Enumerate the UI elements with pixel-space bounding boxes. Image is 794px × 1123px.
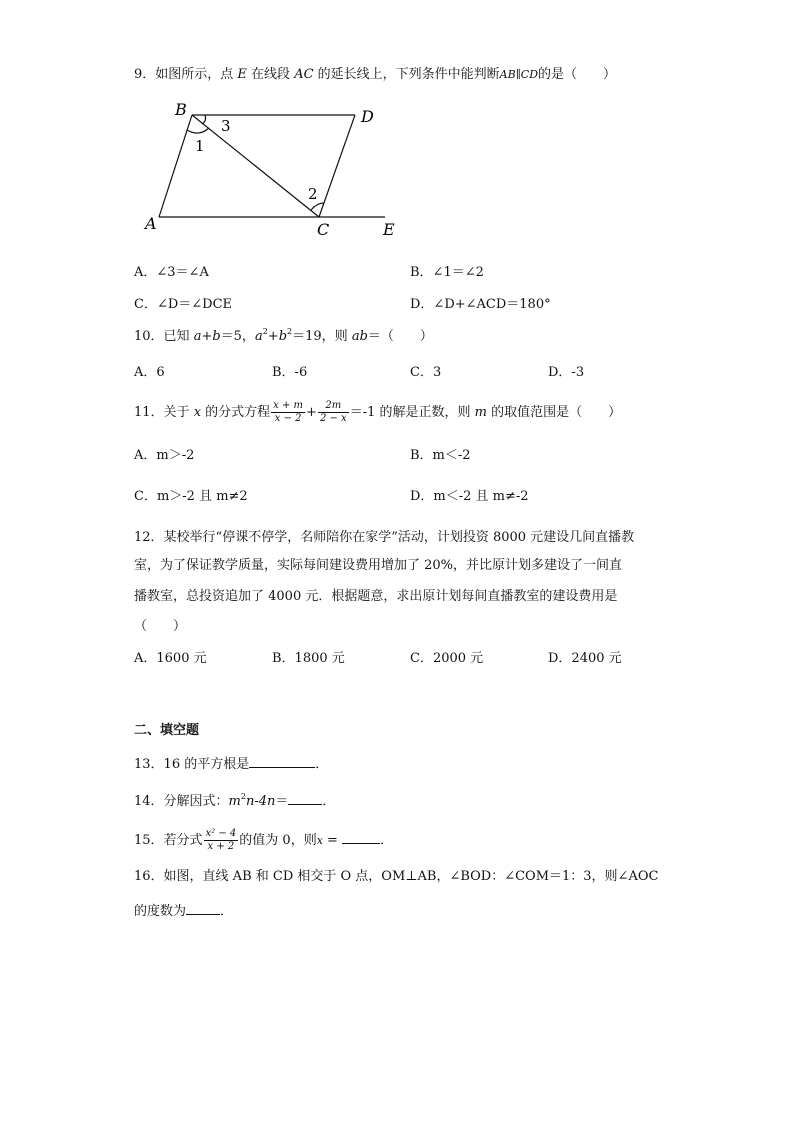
q10-sup-b: 2 bbox=[287, 327, 293, 336]
q12-line-1: 12．某校举行“停课不停学，名师陪你在家学”活动，计划投资 8000 元建设几间直播教 bbox=[134, 530, 635, 545]
q14-expr-rest: n-4n bbox=[245, 794, 276, 809]
q10-option-c[interactable]: C．3 bbox=[410, 365, 442, 380]
question-16-line-2 bbox=[134, 901, 233, 921]
q10-eq2: ＝19，则 bbox=[292, 329, 352, 344]
q9-number: 9． bbox=[134, 67, 156, 82]
q13-end: ． bbox=[315, 757, 329, 772]
q9-text-b: 在线段 bbox=[246, 67, 295, 82]
q9-var-e: E bbox=[237, 67, 247, 82]
q11-f2-numerator: 2m bbox=[318, 400, 349, 413]
q14-text: 14．分解因式： bbox=[134, 794, 229, 809]
q9-text-a: 如图所示，点 bbox=[155, 67, 238, 82]
q14-eq: ＝ bbox=[275, 794, 289, 809]
q15-numerator: x² − 4 bbox=[205, 828, 237, 839]
q14-sup: 2 bbox=[240, 792, 246, 801]
q11-text-a: 的分式方程 bbox=[201, 405, 271, 420]
q10-expr3: ab bbox=[351, 329, 368, 344]
q10-plus: + bbox=[267, 329, 279, 344]
q11-option-d[interactable]: D．m＜-2 且 m≠-2 bbox=[410, 489, 529, 504]
q9-var-ac: AC bbox=[294, 67, 314, 82]
q11-text-c: 的取值范围是（ ） bbox=[486, 405, 622, 420]
q11-option-c[interactable]: C．m＞-2 且 m≠2 bbox=[134, 489, 248, 504]
question-10-stem bbox=[134, 328, 433, 346]
q13-answer-blank[interactable] bbox=[249, 754, 315, 768]
q11-text-b: ＝-1 的解是正数，则 bbox=[349, 405, 475, 420]
q11-option-a[interactable]: A．m＞-2 bbox=[134, 448, 195, 463]
q10-sup-a: 2 bbox=[262, 327, 268, 336]
label-d: D bbox=[361, 107, 374, 126]
q11-f2-denominator: 2 − x bbox=[319, 413, 347, 424]
q11-plus: + bbox=[306, 405, 317, 420]
q12-line-4: （ ） bbox=[134, 619, 187, 634]
q14-end: ． bbox=[322, 794, 336, 809]
q9-option-c[interactable]: C．∠D＝∠DCE bbox=[134, 297, 233, 312]
segment-dc bbox=[319, 115, 355, 217]
q15-var-x: x bbox=[316, 834, 323, 847]
question-13 bbox=[134, 754, 328, 774]
q16-answer-blank[interactable] bbox=[186, 901, 220, 915]
q9-option-b[interactable]: B．∠1＝∠2 bbox=[410, 265, 484, 280]
q10-option-d[interactable]: D．-3 bbox=[548, 365, 585, 380]
q11-fraction-2 bbox=[318, 400, 349, 425]
q15-denominator: x + 2 bbox=[207, 841, 235, 852]
angle-1-arc bbox=[187, 128, 209, 133]
q10-expr1: a+b bbox=[193, 329, 221, 344]
q10-eq1: ＝5， bbox=[220, 329, 255, 344]
q10-option-b[interactable]: B．-6 bbox=[272, 365, 308, 380]
label-angle-2: 2 bbox=[308, 185, 318, 203]
q15-text: 15．若分式 bbox=[134, 833, 203, 848]
q11-option-b[interactable]: B．m＜-2 bbox=[410, 448, 471, 463]
q9-option-d[interactable]: D．∠D+∠ACD＝180° bbox=[410, 297, 551, 312]
question-14 bbox=[134, 791, 335, 811]
q9-text-c: 的延长线上，下列条件中能判断 bbox=[313, 67, 500, 82]
q12-line-3: 播教室，总投资追加了 4000 元．根据题意，求出原计划每间直播教室的建设费用是 bbox=[134, 589, 618, 604]
q14-answer-blank[interactable] bbox=[288, 791, 322, 805]
q15-end: ． bbox=[380, 833, 394, 848]
label-angle-1: 1 bbox=[195, 137, 205, 155]
label-b: B bbox=[175, 100, 187, 119]
question-9-stem bbox=[134, 66, 616, 84]
q12-line-2: 室，为了保证教学质量，实际每间建设费用增加了 20%，并比原计划多建设了一间直 bbox=[134, 558, 623, 573]
label-e: E bbox=[383, 220, 395, 239]
q10-option-a[interactable]: A．6 bbox=[134, 365, 165, 380]
q12-option-b[interactable]: B．1800 元 bbox=[272, 651, 345, 666]
q15-fraction bbox=[204, 828, 239, 853]
q16-line-1: 16．如图，直线 AB 和 CD 相交于 O 点，OM⊥AB，∠BOD：∠COM＝1：3，则∠AOC bbox=[134, 869, 659, 884]
angle-3-arc bbox=[202, 115, 206, 124]
q11-f1-numerator: x + m bbox=[273, 400, 304, 411]
q12-option-a[interactable]: A．1600 元 bbox=[134, 651, 207, 666]
q16-line-2-text: 的度数为 bbox=[134, 904, 187, 919]
q12-option-d[interactable]: D．2400 元 bbox=[548, 651, 622, 666]
q16-end: ． bbox=[220, 904, 234, 919]
label-c: C bbox=[317, 220, 330, 239]
label-a: A bbox=[145, 214, 157, 233]
question-11-stem bbox=[134, 398, 621, 428]
section-2-title: 二、填空题 bbox=[134, 723, 200, 738]
q11-var-m: m bbox=[474, 405, 487, 420]
q14-expr-m: m bbox=[228, 794, 241, 809]
q10-expr2a: a bbox=[254, 329, 263, 344]
q9-option-a[interactable]: A．∠3＝∠A bbox=[134, 265, 209, 280]
segment-bc bbox=[192, 115, 319, 217]
q11-fraction-1 bbox=[271, 400, 305, 425]
q10-tail: ＝（ ） bbox=[367, 329, 433, 344]
q11-f1-denominator: x − 2 bbox=[274, 413, 302, 424]
q11-number: 11．关于 bbox=[134, 405, 194, 420]
label-angle-3: 3 bbox=[221, 117, 231, 135]
question-15 bbox=[134, 826, 393, 856]
q10-expr2b: b bbox=[278, 329, 288, 344]
q15-text-b: 的值为 0，则 bbox=[239, 833, 317, 848]
q12-option-c[interactable]: C．2000 元 bbox=[410, 651, 484, 666]
q9-text-d: 的是（ ） bbox=[538, 67, 617, 82]
q10-number: 10．已知 bbox=[134, 329, 194, 344]
q9-figure bbox=[135, 95, 415, 245]
q11-var-x: x bbox=[193, 405, 202, 420]
q15-eq: = bbox=[322, 833, 343, 848]
q13-text: 13．16 的平方根是 bbox=[134, 757, 250, 772]
q15-answer-blank[interactable] bbox=[342, 830, 380, 844]
q9-var-abpcd: AB∥CD bbox=[499, 68, 539, 81]
